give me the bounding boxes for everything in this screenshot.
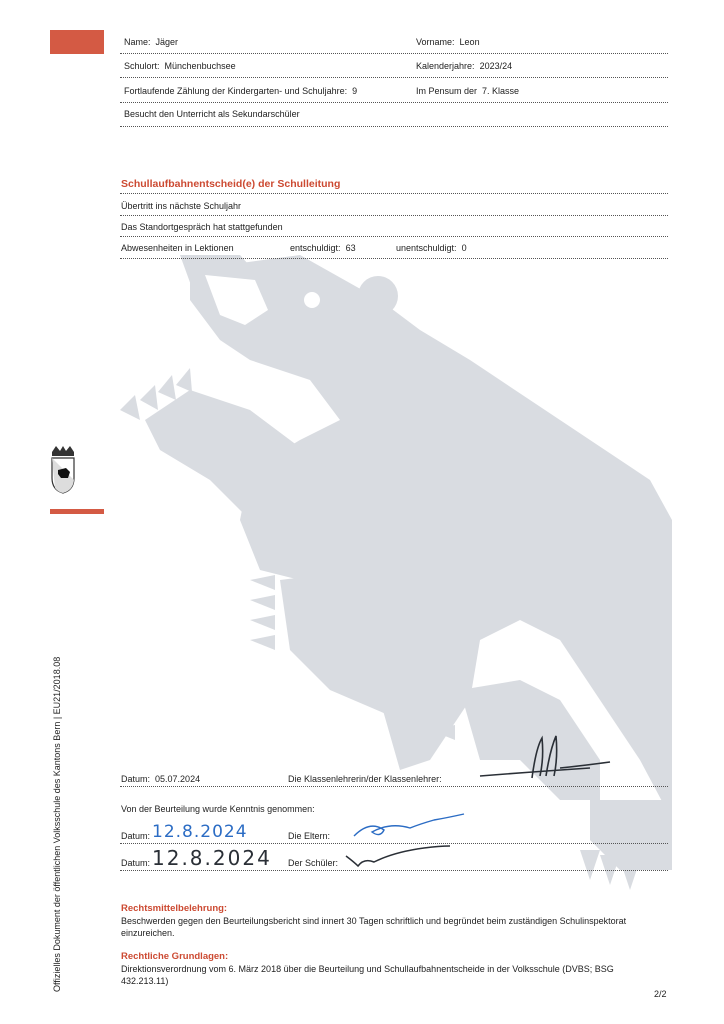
- pensum-field: [416, 86, 519, 96]
- divider: [120, 870, 668, 871]
- kalenderjahre-value: 2023/24: [479, 61, 513, 71]
- divider: [120, 126, 668, 127]
- divider: [120, 258, 668, 259]
- divider: [120, 53, 668, 54]
- kalenderjahre-label: Kalenderjahre:: [416, 61, 475, 71]
- schullaufbahn-line-2: Das Standortgespräch hat stattgefunden: [121, 222, 283, 232]
- student-date-value: 12.8.2024: [152, 846, 272, 870]
- entschuldigt-label: entschuldigt:: [290, 243, 341, 253]
- student-date-label: Datum:: [121, 858, 151, 868]
- divider: [120, 193, 668, 194]
- kalenderjahre-field: [416, 61, 512, 71]
- kenntnis-text: Von der Beurteilung wurde Kenntnis genommen:: [121, 804, 315, 814]
- unentschuldigt-label: unentschuldigt:: [396, 243, 457, 253]
- schullaufbahn-line-1: Übertritt ins nächste Schuljahr: [121, 201, 242, 211]
- pensum-label: Im Pensum der: [416, 86, 478, 96]
- abwesenheiten-label: Abwesenheiten in Lektionen: [121, 243, 234, 253]
- parents-date-value: 12.8.2024: [152, 822, 248, 842]
- zaehlung-value: 9: [352, 86, 358, 96]
- rechtsmittel-text-1: Beschwerden gegen den Beurteilungsbericht sind innert 30 Tagen schriftlich und begründet beim zuständigen Schulinspektorat: [121, 916, 627, 926]
- grundlagen-text-2: 432.213.11): [121, 976, 169, 986]
- pensum-value: 7. Klasse: [482, 86, 520, 96]
- rechtsmittel-text-2: einzureichen.: [121, 928, 175, 938]
- rechtsmittel-heading: Rechtsmittelbelehrung:: [121, 903, 228, 914]
- canton-bern-crest-icon: [48, 446, 78, 494]
- parents-label: Die Eltern:: [288, 831, 331, 841]
- entschuldigt-value: 63: [345, 243, 356, 253]
- student-signature: [344, 842, 454, 872]
- official-document-vertical-text: Offizielles Dokument der öffentlichen Volksschule des Kantons Bern | EU21/2018.08: [52, 656, 62, 992]
- parents-date-label: Datum:: [121, 831, 151, 841]
- header-red-bar: [50, 30, 104, 54]
- name-value: Jäger: [155, 37, 179, 47]
- side-red-bar: [50, 509, 104, 514]
- divider: [120, 102, 668, 103]
- student-label: Der Schüler:: [288, 858, 339, 868]
- vorname-field: [416, 37, 480, 47]
- divider: [120, 77, 668, 78]
- zaehlung-field: [124, 86, 357, 96]
- teacher-date-field: [121, 774, 200, 784]
- vorname-label: Vorname:: [416, 37, 455, 47]
- besuch-text: Besucht den Unterricht als Sekundarschüler: [124, 109, 300, 119]
- teacher-signature: [470, 728, 620, 788]
- schulort-value: Münchenbuchsee: [164, 61, 236, 71]
- zaehlung-label: Fortlaufende Zählung der Kindergarten- und Schuljahre:: [124, 86, 348, 96]
- unentschuldigt-field: [396, 243, 467, 253]
- page-number: 2/2: [654, 989, 667, 999]
- grundlagen-heading: Rechtliche Grundlagen:: [121, 951, 229, 962]
- parents-signature: [350, 810, 470, 846]
- schulort-field: [124, 61, 236, 71]
- divider: [120, 215, 668, 216]
- divider: [120, 236, 668, 237]
- name-field: [124, 37, 178, 47]
- entschuldigt-field: [290, 243, 356, 253]
- schulort-label: Schulort:: [124, 61, 160, 71]
- vorname-value: Leon: [459, 37, 480, 47]
- unentschuldigt-value: 0: [461, 243, 467, 253]
- schullaufbahn-heading: Schullaufbahnentscheid(e) der Schulleitung: [121, 178, 341, 190]
- teacher-date-value: 05.07.2024: [155, 774, 201, 784]
- name-label: Name:: [124, 37, 151, 47]
- teacher-date-label: Datum:: [121, 774, 151, 784]
- teacher-label: Die Klassenlehrerin/der Klassenlehrer:: [288, 774, 442, 784]
- divider: [120, 786, 668, 787]
- grundlagen-text-1: Direktionsverordnung vom 6. März 2018 über die Beurteilung und Schullaufbahnentscheide in der Volksschule (DVBS; BSG: [121, 964, 614, 974]
